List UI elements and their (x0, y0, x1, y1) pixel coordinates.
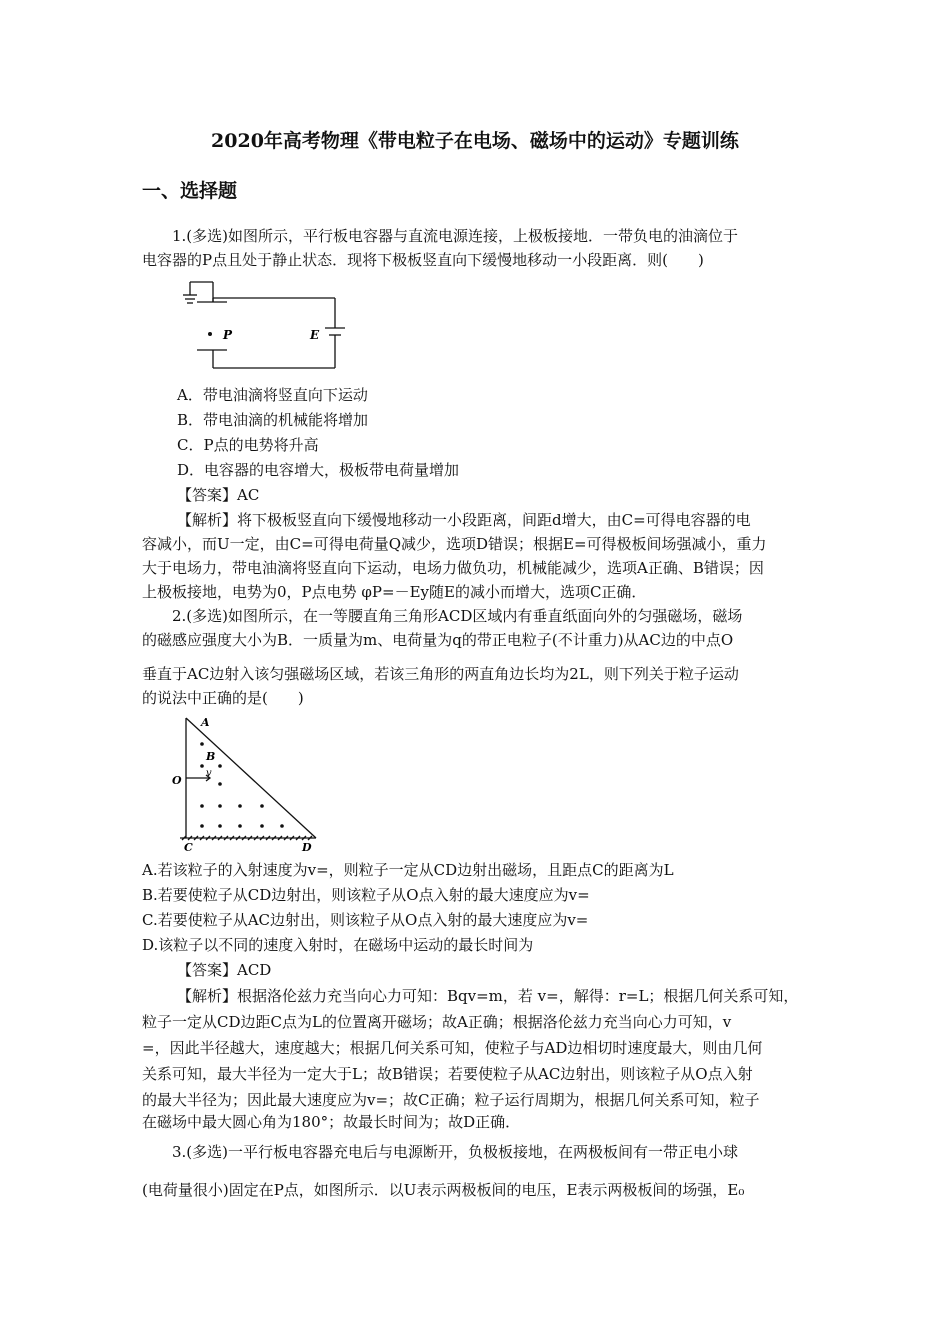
point-p-label: P (223, 328, 233, 342)
q2-stem-line-4: 的说法中正确的是( ) (142, 689, 304, 707)
section-heading: 一、选择题 (142, 180, 238, 202)
capacitor-circuit-figure (175, 278, 350, 373)
page-title: 2020年高考物理《带电粒子在电场、磁场中的运动》专题训练 (211, 130, 739, 152)
q2-answer: 【答案】ACD (177, 961, 272, 979)
q1-option-b: B．带电油滴的机械能将增加 (177, 411, 369, 429)
q2-stem-line-1: 2.(多选)如图所示，在一等腰直角三角形ACD区域内有垂直纸面向外的匀强磁场，磁场 (172, 607, 743, 625)
q2-analysis-line-4: 关系可知，最大半径为一定大于L；故B错误；若要使粒子从AC边射出，则该粒子从O点入射 (142, 1065, 753, 1083)
q1-analysis-line-4: 上极板接地，电势为0，P点电势 φP=－Ey随E的减小而增大，选项C正确． (142, 583, 647, 601)
vertex-c-label: C (184, 841, 193, 852)
q2-stem-line-3: 垂直于AC边射入该匀强磁场区域，若该三角形的两直角边长均为2L，则下列关于粒子运动 (142, 665, 739, 683)
q2-option-c: C.若要使粒子从AC边射出，则该粒子从O点入射的最大速度应为v= (142, 911, 589, 929)
q2-analysis-line-1: 【解析】根据洛伦兹力充当向心力可知：Bqv=m，若 v=，解得：r=L；根据几何关系可知， (177, 987, 799, 1005)
q3-stem-line-2: (电荷量很小)固定在P点，如图所示．以U表示两极板间的电压，E表示两极板间的场强，E₀ (142, 1181, 745, 1199)
q3-stem-line-1: 3.(多选)一平行板电容器充电后与电源断开，负极板接地，在两极板间有一带正电小球 (172, 1143, 739, 1161)
q1-option-a: A．带电油滴将竖直向下运动 (177, 386, 368, 404)
velocity-v-label: v (206, 768, 212, 779)
q2-option-a: A.若该粒子的入射速度为v=，则粒子一定从CD边射出磁场，且距点C的距离为L (142, 861, 674, 879)
q2-option-d: D.该粒子以不同的速度入射时，在磁场中运动的最长时间为 (142, 936, 534, 954)
point-o-label: O (172, 774, 182, 787)
q1-option-c: C．P点的电势将升高 (177, 436, 319, 454)
q1-analysis-line-1: 【解析】将下极板竖直向下缓慢地移动一小段距离，间距d增大，由C=可得电容器的电 (177, 511, 751, 529)
field-b-label: B (206, 750, 216, 763)
q1-analysis-line-2: 容减小，而U一定，由C=可得电荷量Q减少，选项D错误；根据E=可得极板间场强减小，重力 (142, 535, 767, 553)
q2-stem-line-2: 的磁感应强度大小为B．一质量为m、电荷量为q的带正电粒子(不计重力)从AC边的中点O (142, 631, 734, 649)
q1-stem-line-2: 电容器的P点且处于静止状态．现将下极板竖直向下缓慢地移动一小段距离．则( ) (142, 251, 704, 269)
q2-analysis-line-3: =，因此半径越大，速度越大；根据几何关系可知，使粒子与AD边相切时速度最大，则由几何 (142, 1039, 763, 1057)
q1-option-d: D．电容器的电容增大，极板带电荷量增加 (177, 461, 460, 479)
q1-answer: 【答案】AC (177, 486, 260, 504)
vertex-a-label: A (201, 716, 210, 729)
q2-analysis-line-5: 的最大半径为；因此最大速度应为v=；故C正确；粒子运行周期为，根据几何关系可知，粒子 (142, 1091, 760, 1109)
q2-analysis-line-6: 在磁场中最大圆心角为180°；故最长时间为；故D正确． (142, 1113, 521, 1131)
vertex-d-label: D (302, 841, 312, 852)
q1-analysis-line-3: 大于电场力，带电油滴将竖直向下运动，电场力做负功，机械能减少，选项A正确、B错误；因 (142, 559, 764, 577)
q1-stem-line-1: 1.(多选)如图所示，平行板电容器与直流电源连接，上极板接地．一带负电的油滴位于 (172, 227, 739, 245)
q2-analysis-line-2: 粒子一定从CD边距C点为L的位置离开磁场；故A正确；根据洛伦兹力充当向心力可知，v (142, 1013, 732, 1031)
q2-option-b: B.若要使粒子从CD边射出，则该粒子从O点入射的最大速度应为v= (142, 886, 590, 904)
emf-e-label: E (310, 328, 320, 342)
triangle-magnetic-field-figure (170, 712, 325, 852)
